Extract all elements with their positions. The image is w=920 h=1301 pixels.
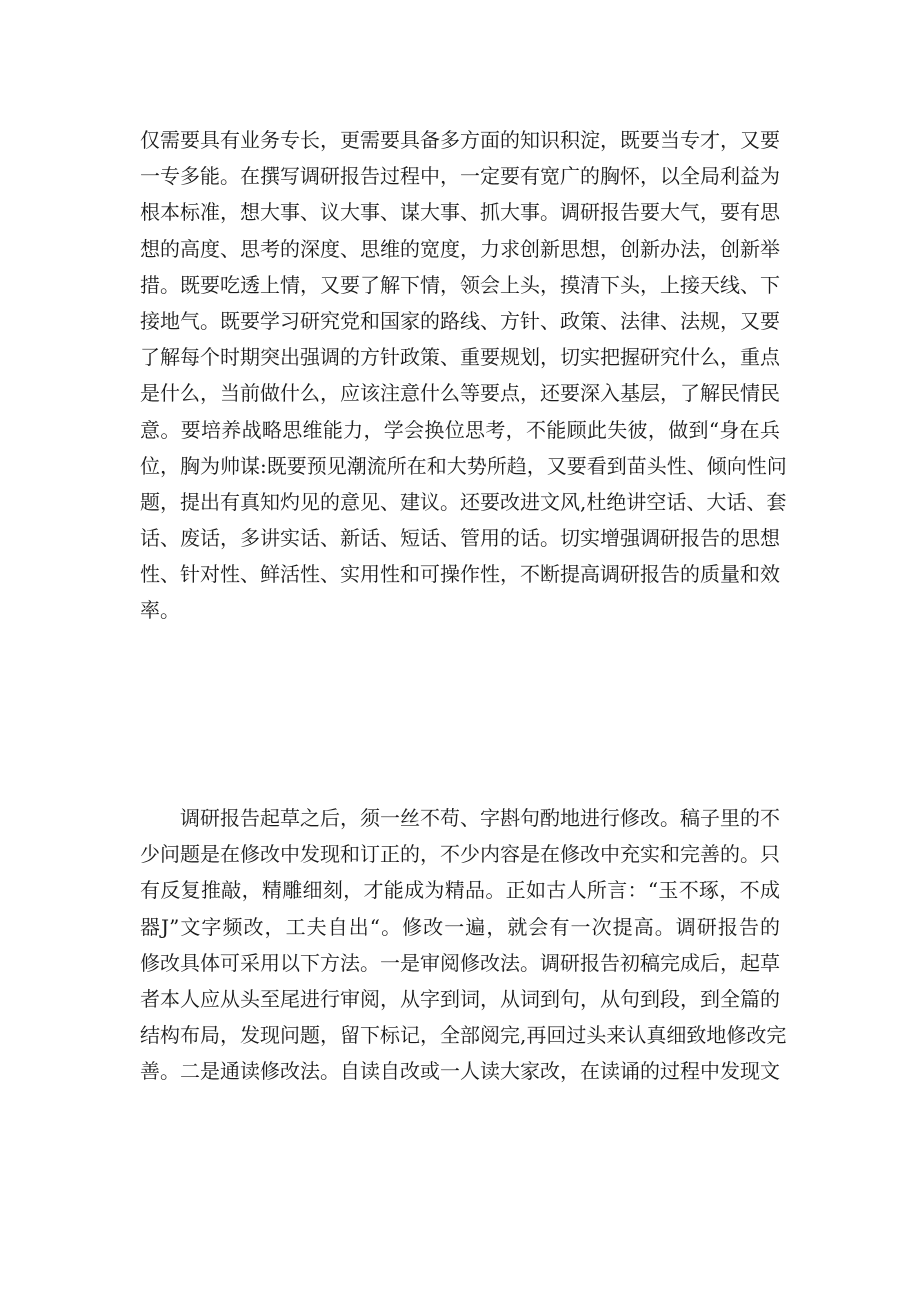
text-line: 措。既要吃透上情，又要了解下情，领会上头，摸清下头，上接天线、下 bbox=[140, 272, 780, 297]
text-line: 者本人应从头至尾进行审阅，从字到词，从词到句，从句到段，到全篇的 bbox=[140, 986, 780, 1011]
text-line: 接地气。既要学习研究党和国家的路线、方针、政策、法律、法规，又要 bbox=[140, 308, 780, 333]
paragraph-2 bbox=[140, 800, 787, 1090]
paragraph-1 bbox=[140, 122, 787, 629]
text-line: 一专多能。在撰写调研报告过程中，一定要有宽广的胸怀，以全局利益为 bbox=[140, 164, 780, 189]
text-line: 想的高度、思考的深度、思维的宽度，力求创新思想，创新办法，创新举 bbox=[140, 236, 780, 261]
text-line: 是什么，当前做什么，应该注意什么等要点，还要深入基层，了解民情民 bbox=[140, 381, 780, 406]
text-line: 率。 bbox=[140, 598, 180, 623]
text-line: 了解每个时期突出强调的方针政策、重要规划，切实把握研究什么，重点 bbox=[140, 345, 780, 370]
text-line: 修改具体可采用以下方法。一是审阅修改法。调研报告初稿完成后，起草 bbox=[140, 950, 780, 975]
text-line: 少问题是在修改中发现和订正的，不少内容是在修改中充实和完善的。只 bbox=[140, 842, 780, 867]
text-line: 话、废话，多讲实话、新话、短话、管用的话。切实增强调研报告的思想 bbox=[140, 526, 780, 551]
text-line: 器J”文字频改，工夫自出“。修改一遍，就会有一次提高。调研报告的 bbox=[140, 914, 780, 939]
text-line: 性、针对性、鲜活性、实用性和可操作性，不断提高调研报告的质量和效 bbox=[140, 562, 780, 587]
text-line: 善。二是通读修改法。自读自改或一人读大家改，在读诵的过程中发现文 bbox=[140, 1059, 780, 1084]
text-line: 意。要培养战略思维能力，学会换位思考，不能顾此失彼，做到“身在兵 bbox=[140, 417, 780, 442]
text-line: 仅需要具有业务专长，更需要具备多方面的知识积淀，既要当专才，又要 bbox=[140, 128, 780, 152]
text-line: 调研报告起草之后，须一丝不苟、字斟句酌地进行修改。稿子里的不 bbox=[180, 806, 780, 830]
text-line: 根本标准，想大事、议大事、谋大事、抓大事。调研报告要大气，要有思 bbox=[140, 200, 780, 225]
text-line: 位，胸为帅谋:既要预见潮流所在和大势所趋，又要看到苗头性、倾向性问 bbox=[140, 453, 787, 478]
text-line: 题，提出有真知灼见的意见、建议。还要改进文风,杜绝讲空话、大话、套 bbox=[140, 489, 787, 514]
text-line: 结构布局，发现问题，留下标记，全部阅完,再回过头来认真细致地修改完 bbox=[140, 1023, 787, 1048]
text-line: 有反复推敲，精雕细刻，才能成为精品。正如古人所言：“玉不琢，不成 bbox=[140, 878, 780, 903]
